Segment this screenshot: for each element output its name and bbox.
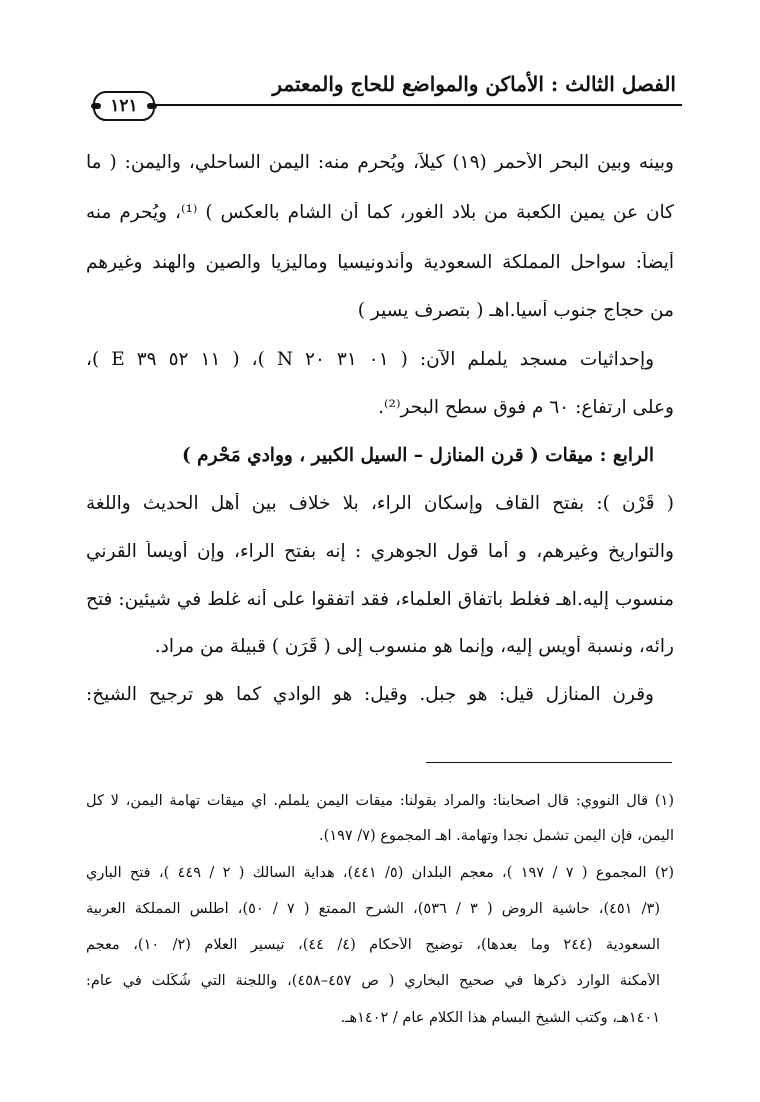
body-line: وعلى ارتفاع: ٦٠ م فوق سطح البحر⁽²⁾. bbox=[378, 397, 674, 418]
body-line: ( قَرْن ): بفتح القاف وإسكان الراء، بلا خلاف بين أهل الحديث واللغة bbox=[86, 493, 674, 514]
body-line: رائه، ونسبة أويس إليه، وإنما هو منسوب إلى ( قَرَن ) قبيلة من مراد. bbox=[154, 636, 674, 657]
body-line: أيضاً: سواحل المملكة السعودية وأندونيسيا وماليزيا والصين والهند وغيرهم bbox=[86, 252, 674, 273]
section-heading: الرابع : ميقات ( قرن المنازل – السيل الكبير ، ووادي مَحْرم ) bbox=[181, 445, 654, 466]
footnote-line: السعودية (٢٤٤ وما بعدها)، توضيح الأحكام (٤/ ٤٤)، تيسير العلام (٢/ ١٠)، معجم bbox=[86, 937, 660, 953]
footnote-rule bbox=[426, 762, 672, 763]
footnote-line: الأمكنة الوارد ذكرها في صحيح البخاري ( ص ٤٥٧–٤٥٨)، واللجنة التي شُكِّلت في عام: bbox=[86, 973, 660, 989]
body-line: كان عن يمين الكعبة من بلاد الغور، كما أن الشام بالعكس ) ⁽¹⁾، ويُحرِم منه bbox=[86, 202, 674, 223]
footnote-line: اليمن، فإن اليمن تشمل نجداً وتهامة. اهـ المجموع (٧/ ١٩٧). bbox=[319, 828, 674, 844]
footnote-line: (٣/ ٤٥١)، حاشية الروض ( ٣ / ٥٣٦)، الشرح الممتع ( ٧ / ٥٠)، أطلس المملكة العربية bbox=[86, 901, 660, 917]
running-header: الفصل الثالث : الأماكن والمواضع للحاج والمعتمر bbox=[272, 72, 676, 96]
body-line: وقرن المنازل قيل: هو جبل. وقيل: هو الوادي كما هو ترجيح الشيخ: bbox=[86, 684, 654, 705]
footnote-line: (١) قال النووي: قال أصحابنا: والمراد بقولنا: ميقات اليمن يلملم. أي ميقات تهامة اليمن، لا كل bbox=[86, 793, 674, 809]
body-line: من حجاج جنوب آسيا.اهـ ( بتصرف يسير ) bbox=[357, 300, 674, 321]
body-line: منسوب إليه.اهـ فغلط باتفاق العلماء، فقد اتفقوا على أنه غلط في شيئين: فتح bbox=[86, 589, 674, 610]
header-rule bbox=[152, 104, 682, 106]
footnote-line: (٢) المجموع ( ٧ / ١٩٧ )، معجم البلدان (٥/ ٤٤١)، هداية السالك ( ٢ / ٤٤٩ )، فتح الباري bbox=[86, 865, 674, 881]
body-line: وبينه وبين البحر الأحمر (١٩) كيلاً، ويُحرِم منه: اليمن الساحلي، واليمن: ( ما bbox=[86, 152, 674, 173]
body-line: وإحداثيات مسجد يلملم الآن: ( ٠١ ٣١ ٢٠ N )، ( ١١ ٥٢ ٣٩ E )، bbox=[86, 349, 654, 370]
footnote-line: ١٤٠١هـ، وكتب الشيخ البسام هذا الكلام عام / ١٤٠٢هـ. bbox=[340, 1010, 660, 1026]
page-number: ١٢١ bbox=[93, 91, 155, 121]
body-line: والتواريخ وغيرهم، و أما قول الجوهري : إنه بفتح الراء، وإن أويساً القرني bbox=[86, 541, 674, 562]
